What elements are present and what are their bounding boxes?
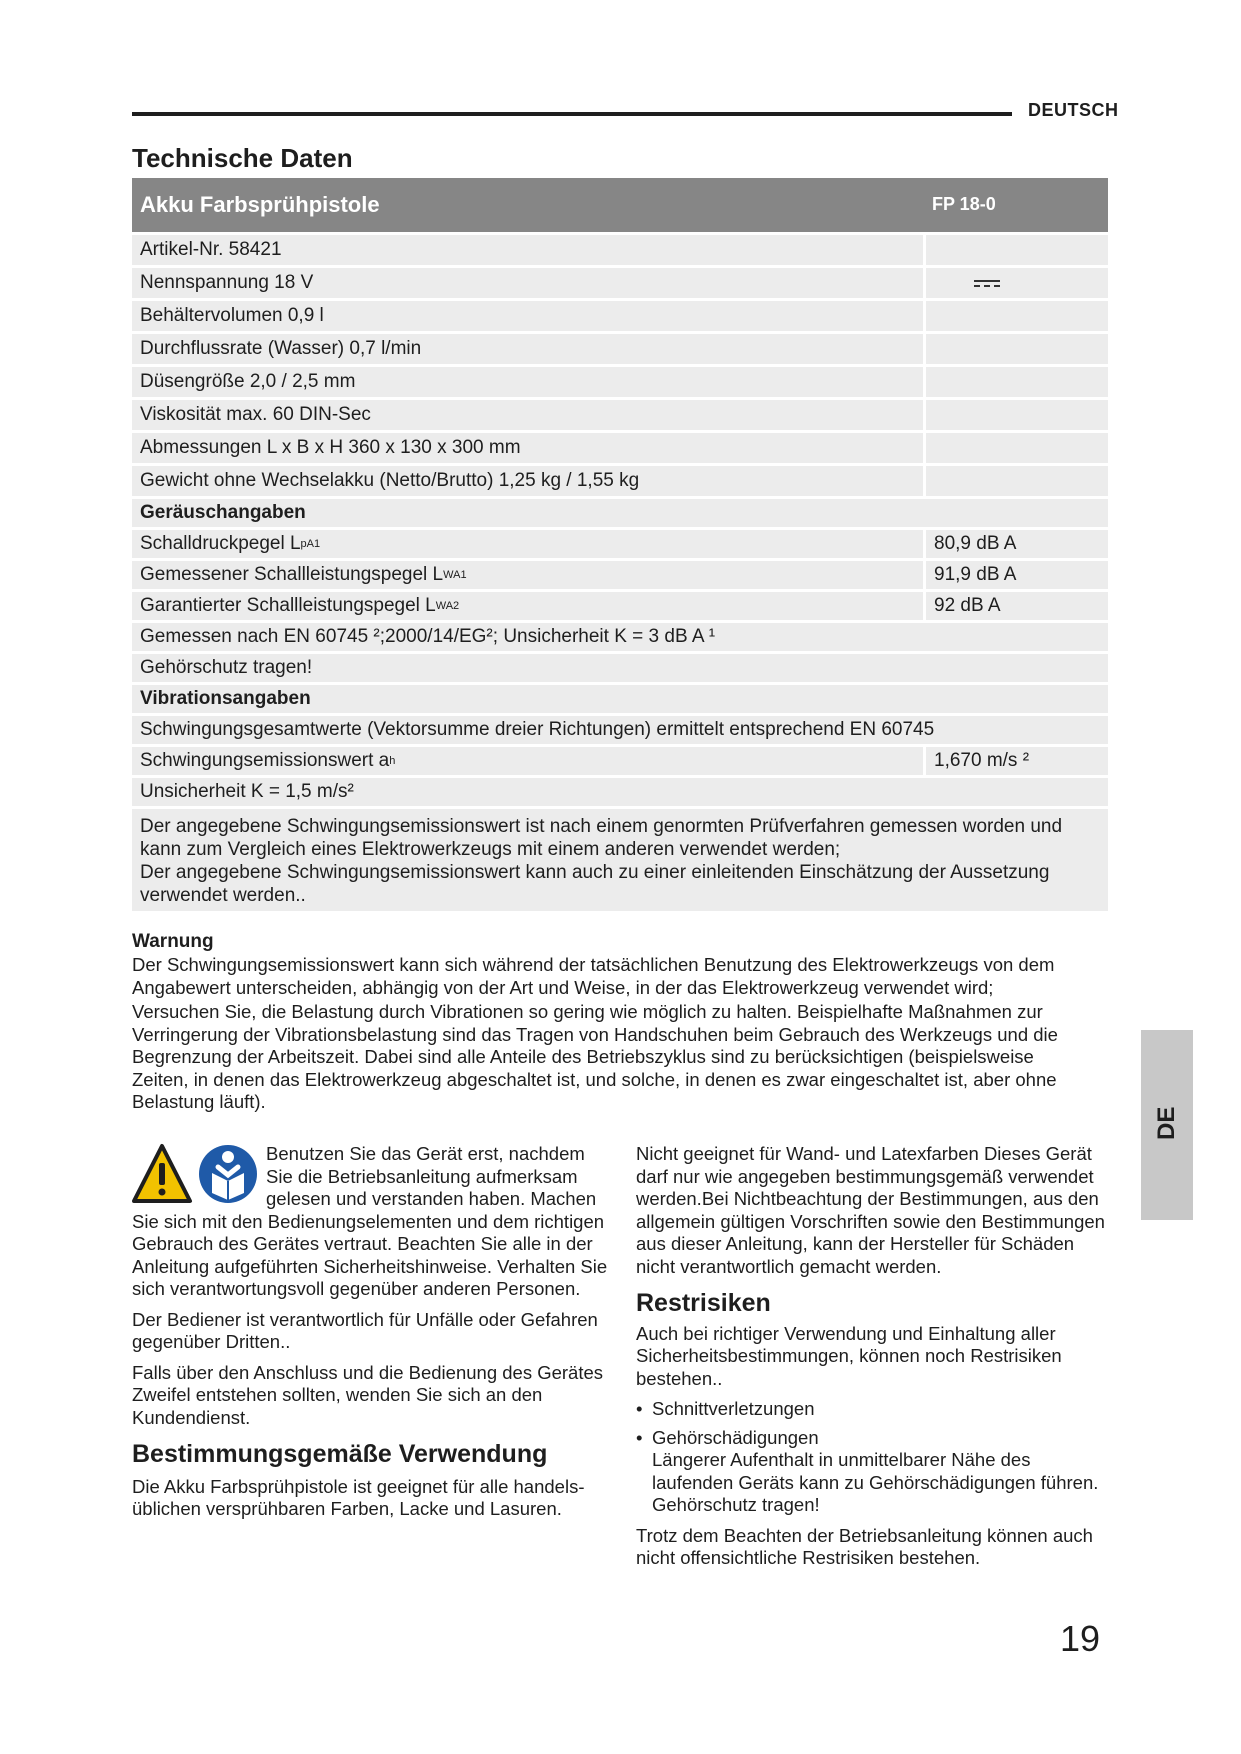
noise-row: Gemessener Schallleistungspegel L WA 1 <box>132 561 923 589</box>
safety-icons <box>132 1143 264 1207</box>
operator-responsibility: Der Bediener ist verantwortlich für Unfälle oder Gefahren gegenüber Dritten.. <box>132 1308 598 1352</box>
section-title: Technische Daten <box>132 143 353 173</box>
safety-icons-svg <box>132 1143 264 1207</box>
risk-item-detail: Längerer Aufenthalt in unmittelbarer Nähe des laufenden Geräts kann zu Gehörschädigungen führen. Gehörschutz tragen! <box>652 1449 1099 1515</box>
language-side-tab <box>1141 1030 1193 1220</box>
header-rule <box>132 112 1012 116</box>
risks-closing: Trotz dem Beachten der Betriebsanleitung können auch nicht offensichtliche Restrisiken bestehen. <box>636 1524 1093 1568</box>
customer-service-note: Falls über den Anschluss und die Bedienung des Gerätes Zweifel entstehen sollten, wenden Sie sich an den Kundendienst. <box>132 1361 604 1428</box>
vibration-notes <box>132 809 1108 911</box>
spec-row: Abmessungen L x B x H 360 x 130 x 300 mm <box>132 433 923 463</box>
spec-row: Gewicht ohne Wechselakku (Netto/Brutto) 1,25 kg / 1,55 kg <box>132 466 923 496</box>
spec-row: Artikel-Nr. 58421 <box>132 235 923 265</box>
warning-title: Warnung <box>132 931 214 952</box>
vibration-uncertainty: Unsicherheit K = 1,5 m/s² <box>132 778 1108 806</box>
spec-row: Viskosität max. 60 DIN-Sec <box>132 400 923 430</box>
spec-row: Durchflussrate (Wasser) 0,7 l/min <box>132 334 923 364</box>
vibration-emission-value: 1,670 m/s ² <box>926 747 1108 775</box>
noise-value: 92 dB A <box>926 592 1108 620</box>
not-suitable-text: Nicht geeignet für Wand- und Latexfarben Dieses Gerät darf nur wie angegeben bestimmungsgemäß verwendet werden.Bei Nichtbeachtung der Bestimmungen, aus den allgemein gültigen Vorschriften sowie den Bestimmungen aus dieser Anleitung, kann der Hersteller für Schäden nicht verantwortlich gemacht werden. <box>636 1143 1105 1277</box>
right-column <box>636 1143 1116 1578</box>
left-column <box>132 1143 612 1529</box>
noise-value: 80,9 dB A <box>926 530 1108 558</box>
risk-item: • Schnittverletzungen <box>636 1398 1116 1421</box>
vibration-note-1: Der angegebene Schwingungsemissionswert ist nach einem genormten Prüfverfahren gemessen worden und kann zum Vergleich eines Elektrowerkzeugs mit einem anderen verwendet werden; <box>140 816 1063 860</box>
spec-table-header <box>132 178 1108 232</box>
spec-row: Düsengröße 2,0 / 2,5 mm <box>132 367 923 397</box>
header-language: DEUTSCH <box>1028 100 1119 120</box>
read-manual-icon <box>199 1145 257 1203</box>
warning-text <box>132 954 1092 1114</box>
intro-text: Benutzen Sie das Gerät erst, nachdem Sie die Betriebsanleitung aufmerksam gelesen und verstanden haben. Machen Sie sich mit den Bedienungselementen und dem richtigen Gebrauch des Gerätes vertraut. Beachten Sie alle in der Anleitung aufgeführten Sicherheitshinweise. Verhalten Sie sich verantwortungsvoll gegenüber anderen Personen. <box>132 1143 608 1299</box>
risks-title: Restrisiken <box>636 1289 771 1317</box>
vibration-total: Schwingungsgesamtwerte (Vektorsumme dreier Richtungen) ermittelt entsprechend EN 60745 <box>132 716 1108 744</box>
model-name: FP 18-0 <box>932 194 996 214</box>
usage-title: Bestimmungsgemäße Verwendung <box>132 1440 548 1468</box>
page-number: 19 <box>1060 1618 1101 1659</box>
vibration-section-title: Vibrationsangaben <box>132 685 1108 713</box>
language-side-tab-label: DE <box>1153 1106 1180 1140</box>
spec-row: Nennspannung 18 V <box>132 268 923 298</box>
warning-paragraph-2: Versuchen Sie, die Belastung durch Vibrationen so gering wie möglich zu halten. Beispielhafte Maßnahmen zur Verringerung der Vibrationsbelastung sind das Tragen von Handschuhen beim Gebrauch des Werkzeugs und die Begrenzung der Arbeitszeit. Dabei sind alle Anteile des Betriebszyklus sind zu berücksichtigen (beispielsweise Zeiten, in denen das Elektrowerkzeug abgeschaltet ist, und solche, in denen es zwar eingeschaltet ist, aber ohne Belastung läuft). <box>132 1001 1058 1112</box>
spec-row: Behältervolumen 0,9 l <box>132 301 923 331</box>
noise-value: 91,9 dB A <box>926 561 1108 589</box>
noise-section-title: Geräuschangaben <box>132 499 1108 527</box>
dc-current-icon <box>974 280 1000 287</box>
product-name: Akku Farbsprühpistole <box>140 192 380 217</box>
spec-table <box>132 178 1108 911</box>
warning-triangle-icon <box>134 1146 190 1201</box>
hearing-protection: Gehörschutz tragen! <box>132 654 1108 682</box>
usage-text: Die Akku Farbsprühpistole ist geeignet für alle handelsüblichen versprühbaren Farben, Lacke und Lasuren. <box>132 1475 585 1519</box>
vibration-emission: Schwingungsemissionswert a h <box>132 747 923 775</box>
noise-row: Schalldruckpegel L pA 1 <box>132 530 923 558</box>
warning-paragraph-1: Der Schwingungsemissionswert kann sich während der tatsächlichen Benutzung des Elektrowerkzeugs von dem Angabewert unterscheiden, abhängig von der Art und Weise, in der das Elektrowerkzeug verwendet wird; <box>132 954 1055 998</box>
noise-row: Garantierter Schallleistungspegel L WA 2 <box>132 592 923 620</box>
vibration-note-2: Der angegebene Schwingungsemissionswert kann auch zu einer einleitenden Einschätzung der Aussetzung verwendet werden.. <box>140 862 1050 906</box>
noise-measured: Gemessen nach EN 60745 ²;2000/14/EG²; Unsicherheit K = 3 dB A ¹ <box>132 623 1108 651</box>
risks-intro: Auch bei richtiger Verwendung und Einhaltung aller Sicherheitsbestimmungen, können noch Restrisiken bestehen.. <box>636 1322 1062 1389</box>
risk-item: • Gehörschädigungen <box>636 1427 1116 1450</box>
